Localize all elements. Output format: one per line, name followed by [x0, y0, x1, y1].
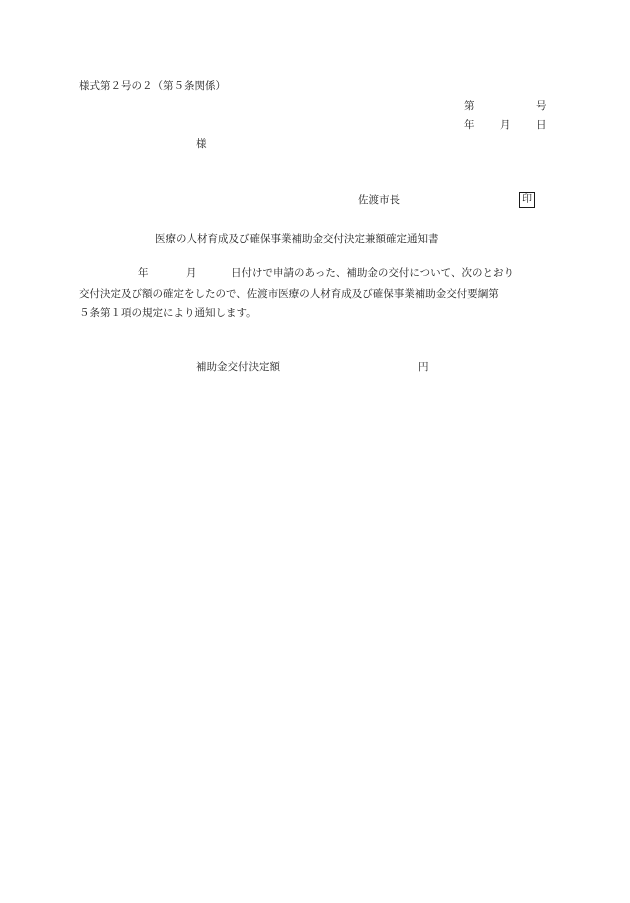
body-year: 年 [138, 267, 149, 279]
body-line2: 交付決定及び額の確定をしたので、佐渡市医療の人材育成及び確保事業補助金交付要綱第 [79, 288, 499, 300]
date-year: 年 [464, 119, 475, 131]
date-day: 日 [536, 119, 547, 131]
seal-stamp: 印 [519, 192, 535, 208]
issuer-title: 佐渡市長 [358, 194, 400, 206]
number-suffix: 号 [536, 100, 547, 112]
body-line3: ５条第１項の規定により通知します。 [79, 307, 257, 319]
amount-label: 補助金交付決定額 [196, 361, 280, 373]
amount-unit: 円 [418, 361, 429, 373]
addressee-suffix: 様 [196, 138, 207, 150]
number-prefix: 第 [464, 100, 475, 112]
body-month: 月 [186, 267, 197, 279]
date-month: 月 [500, 119, 511, 131]
seal-mark [519, 192, 535, 208]
document-title: 医療の人材育成及び確保事業補助金交付決定兼額確定通知書 [155, 233, 439, 245]
body-line1: 日付けで申請のあった、補助金の交付について、次のとおり [231, 267, 514, 279]
form-label: 様式第２号の２（第５条関係） [79, 80, 226, 92]
